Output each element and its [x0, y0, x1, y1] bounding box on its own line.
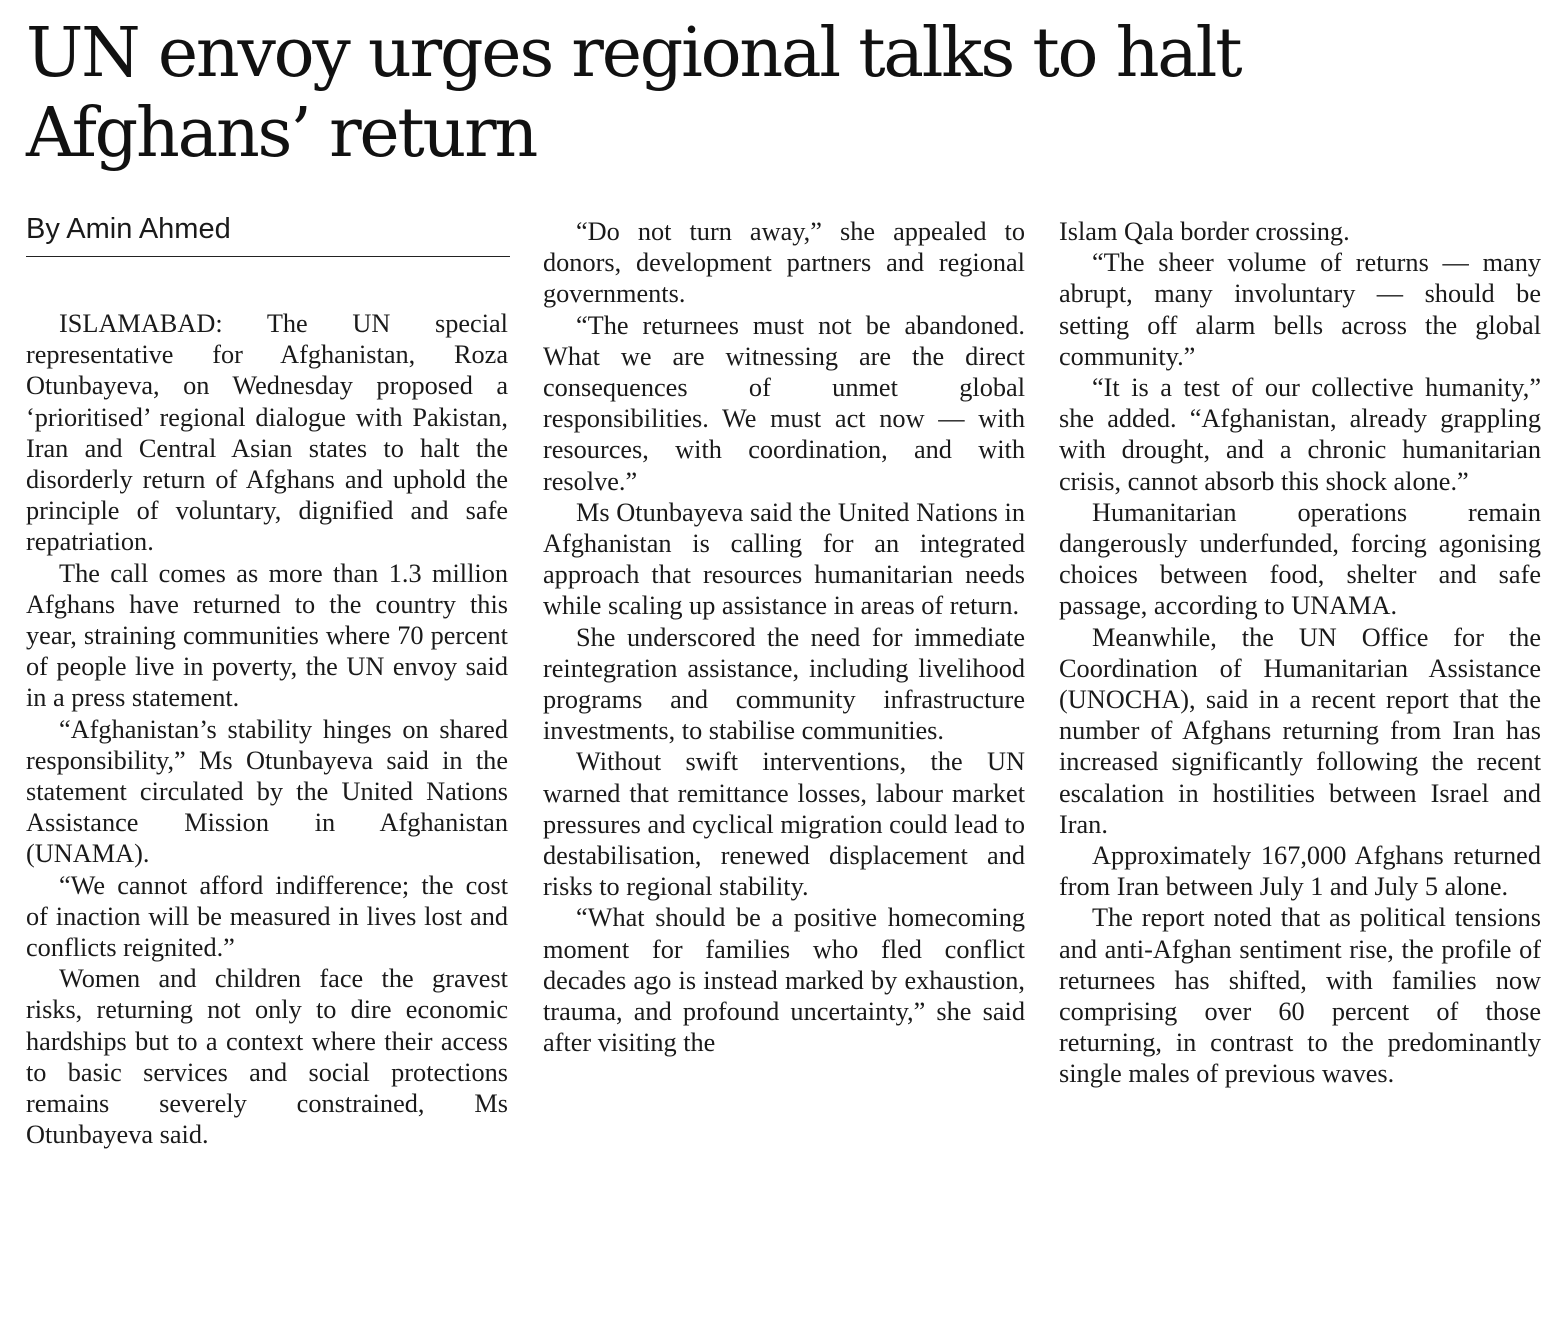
paragraph: “Afghanistan’s stability hinges on shared responsibility,” Ms Otunbayeva said in the statement circulated by the United Nations Assistance Mission in Afghanistan (UNAMA). [26, 714, 508, 869]
paragraph: Without swift interventions, the UN warned that remittance losses, labour market pressures and cyclical migration could lead to destabilisation, renewed displacement and risks to regional stability. [543, 747, 1025, 902]
paragraph: Women and children face the gravest risks, returning not only to dire economic hardships but to a context where their access to basic services and social protections remains severely constrained, Ms Otunbayeva said. [26, 964, 508, 1150]
paragraph: Ms Otunbayeva said the United Nations in Afghanistan is calling for an integrated approach that resources humanitarian needs while scaling up assistance in areas of return. [543, 497, 1025, 621]
paragraph: The call comes as more than 1.3 million Afghans have returned to the country this year, straining communities where 70 percent of people live in poverty, the UN envoy said in a press statement. [26, 558, 508, 713]
paragraph: The report noted that as political tensions and anti-Afghan sentiment rise, the profile of returnees has shifted, with families now comprising over 60 percent of those returning, in contrast to the predominantly single males of previous waves. [1059, 903, 1541, 1089]
paragraph: “The sheer volume of returns — many abrupt, many involuntary — should be setting off alarm bells across the global community.” [1059, 248, 1541, 371]
paragraph: Meanwhile, the UN Office for the Coordination of Humanitarian Assistance (UNOCHA), said in a recent report that the number of Afghans returning from Iran has increased significantly following the recent escalation in hostilities between Israel and Iran. [1059, 622, 1541, 839]
byline: By Amin Ahmed [26, 213, 231, 245]
paragraph: ISLAMABAD: The UN special representative for Afghanistan, Roza Otunbayeva, on Wednesday proposed a ‘prioritised’ regional dialogue with Pakistan, Iran and Central Asian states to halt the disorderly return of Afghans and uphold the principle of voluntary, dignified and safe repatriation. [26, 309, 508, 557]
paragraph: Approximately 167,000 Afghans returned from Iran between July 1 and July 5 alone. [1059, 841, 1541, 902]
article-column-2 [543, 216, 1025, 1058]
paragraph: She underscored the need for immediate reintegration assistance, including livelihood programs and community infrastructure investments, to stabilise communities. [543, 622, 1025, 746]
article-column-3 [1059, 216, 1541, 1090]
paragraph: “It is a test of our collective humanity,” she added. “Afghanistan, already grappling with drought, and a chronic humanitarian crisis, cannot absorb this shock alone.” [1059, 373, 1541, 496]
byline-rule [26, 256, 510, 257]
headline: UN envoy urges regional talks to halt Afghans’ return [26, 14, 1241, 173]
paragraph: “Do not turn away,” she appealed to donors, development partners and regional governments. [543, 217, 1025, 309]
paragraph-continuation: Islam Qala border crossing. [1059, 217, 1350, 246]
paragraph: “We cannot afford indifference; the cost of inaction will be measured in lives lost and conflicts reignited.” [26, 870, 508, 963]
article-column-1 [26, 308, 508, 1150]
paragraph: “The returnees must not be abandoned. What we are witnessing are the direct consequences of unmet global responsibilities. We must act now — with resources, with coordination, and with resolve.” [543, 310, 1025, 496]
paragraph: “What should be a positive homecoming moment for families who fled conflict decades ago is instead marked by exhaustion, trauma, and profound uncertainty,” she said after visiting the [543, 903, 1025, 1058]
paragraph: Humanitarian operations remain dangerously underfunded, forcing agonising choices between food, shelter and safe passage, according to UNAMA. [1059, 497, 1541, 621]
